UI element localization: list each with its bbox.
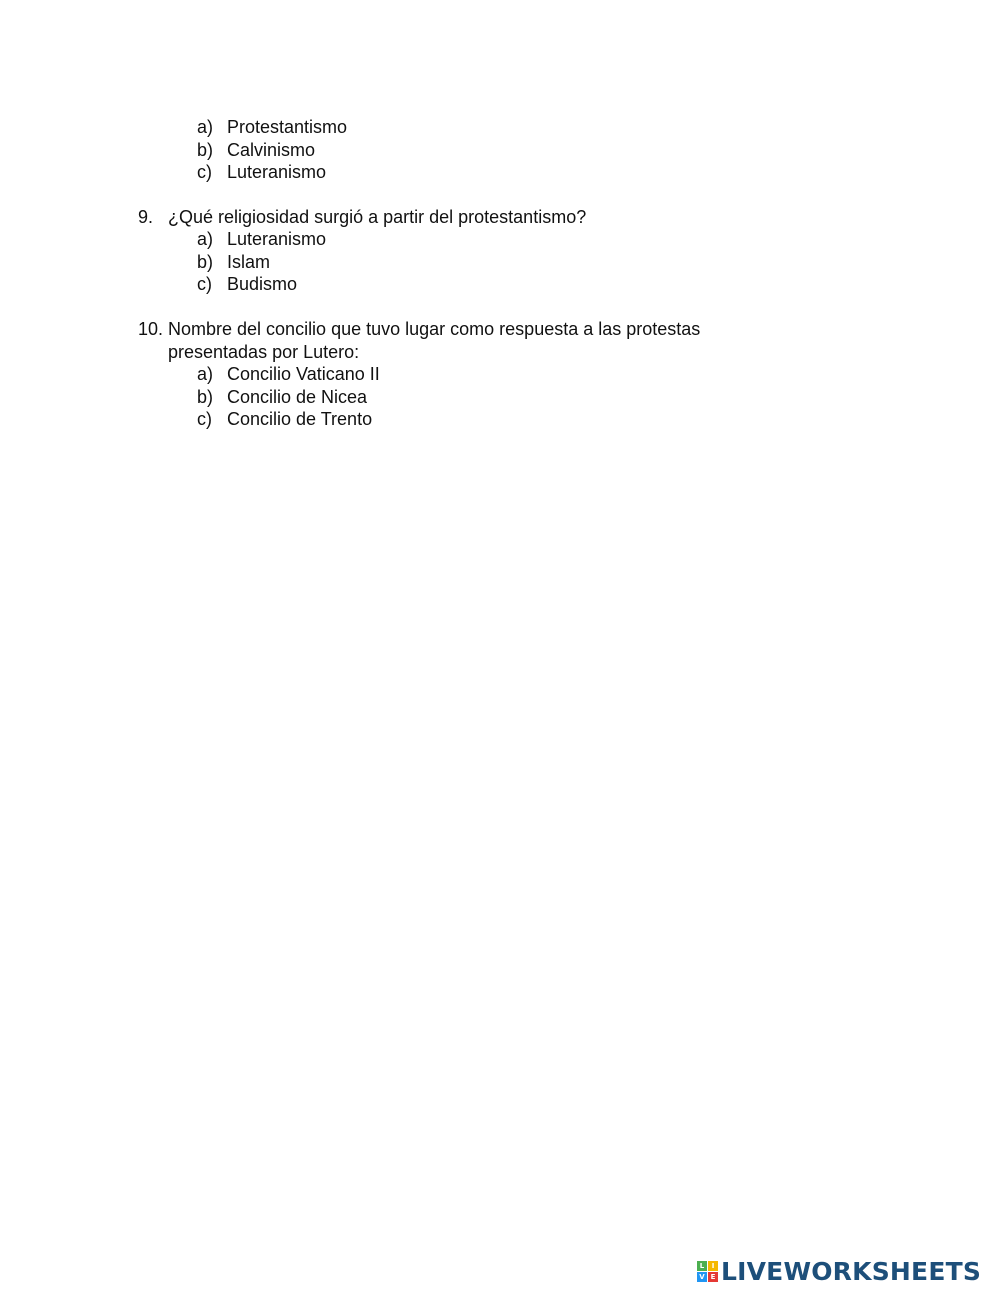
option-text: Luteranismo — [227, 162, 327, 182]
option-letter: c) — [197, 274, 212, 294]
option-text: Concilio de Nicea — [227, 387, 368, 407]
logo-square: I — [708, 1261, 718, 1271]
question-text: ¿Qué religiosidad surgió a partir del protestantismo? — [168, 207, 587, 227]
option-text: Budismo — [227, 274, 298, 294]
option-letter: a) — [197, 364, 214, 384]
option-text: Luteranismo — [227, 229, 327, 249]
option-text: Calvinismo — [227, 140, 316, 160]
option-text: Concilio Vaticano II — [227, 364, 380, 384]
option-letter: b) — [197, 387, 214, 407]
logo-square: L — [697, 1261, 707, 1271]
question-text: presentadas por Lutero: — [168, 342, 360, 362]
option-letter: c) — [197, 409, 212, 429]
question-number: 9. — [138, 207, 154, 227]
question-number: 10. — [138, 319, 164, 339]
liveworksheets-logo — [697, 1257, 981, 1285]
option-letter: b) — [197, 252, 214, 272]
option-text: Protestantismo — [227, 117, 348, 137]
question-text: Nombre del concilio que tuvo lugar como respuesta a las protestas — [168, 319, 701, 339]
logo-square: V — [697, 1272, 707, 1282]
option-letter: b) — [197, 140, 214, 160]
option-text: Concilio de Trento — [227, 409, 373, 429]
logo-square: E — [708, 1272, 718, 1282]
option-letter: a) — [197, 229, 214, 249]
logo-squares-icon — [697, 1261, 718, 1282]
option-text: Islam — [227, 252, 271, 272]
logo-text: LIVEWORKSHEETS — [721, 1256, 982, 1286]
option-letter: a) — [197, 117, 214, 137]
option-letter: c) — [197, 162, 212, 182]
